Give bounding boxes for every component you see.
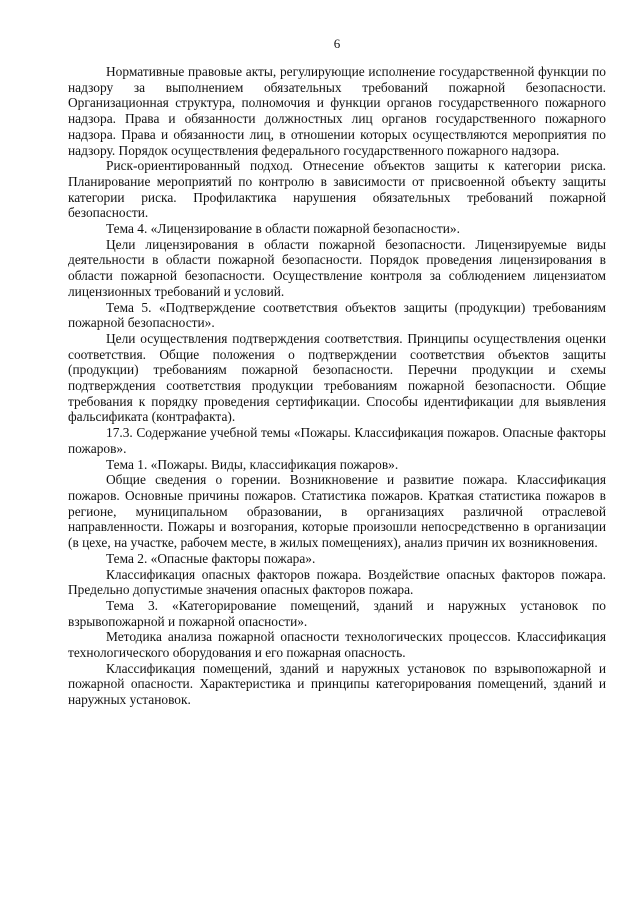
paragraph-methodology: Методика анализа пожарной опасности технологических процессов. Классификация технологического оборудования и его пожарная опасность.: [68, 629, 606, 661]
paragraph-conformity: Цели осуществления подтверждения соответствия. Принципы осуществления оценки соответствия. Общие положения о подтверждении соответствия объектов защиты (продукции) требованиям пожарной безопасности. Перечни продукции и схемы подтверждения соответствия продукции требованиям пожарной безопасности. Общие требования к порядку проведения сертификации. Способы идентификации для выявления фальсификата (контрафакта).: [68, 330, 606, 425]
paragraph-classification: Классификация помещений, зданий и наружных установок по взрывопожарной и пожарной опасности. Характеристика и принципы категорирования помещений, зданий и наружных установок.: [68, 660, 606, 708]
section-17-3-heading: 17.3. Содержание учебной темы «Пожары. Классификация пожаров. Опасные факторы пожаров».: [68, 425, 606, 456]
paragraph-supervision-acts: Нормативные правовые акты, регулирующие исполнение государственной функции по надзору за выполнением обязательных требований пожарной безопасности. Организационная структура, полномочия и функции органов государственного пожарного надзора. Права и обязанности должностных лиц органов государственного пожарного надзора. Права и обязанности лиц, в отношении которых осуществляются мероприятия по надзору. Порядок осуществления федерального государственного пожарного надзора.: [68, 64, 606, 158]
paragraph-risk-approach: Риск-ориентированный подход. Отнесение объектов защиты к категории риска. Планирование мероприятий по контролю в зависимости от присвоенной объекту защиты категории риска. Профилактика нарушения обязательных требований пожарной безопасности.: [68, 158, 606, 221]
topic-2-heading: Тема 2. «Опасные факторы пожара».: [106, 550, 316, 566]
topic-1-heading: Тема 1. «Пожары. Виды, классификация пожаров».: [106, 456, 399, 472]
topic-3-heading: Тема 3. «Категорирование помещений, зданий и наружных установок по взрывопожарной и пожарной опасности».: [68, 597, 606, 629]
document-body: [68, 64, 606, 708]
topic-5-heading: Тема 5. «Подтверждение соответствия объектов защиты (продукции) требованиям пожарной безопасности».: [68, 299, 606, 331]
topic-4-heading: Тема 4. «Лицензирование в области пожарной безопасности».: [106, 221, 460, 237]
paragraph-licensing: Цели лицензирования в области пожарной безопасности. Лицензируемые виды деятельности в области пожарной безопасности. Порядок проведения лицензирования в области пожарной безопасности. Осуществление контроля за соблюдением лицензиатом лицензионных требований и условий.: [68, 236, 606, 299]
paragraph-combustion: Общие сведения о горении. Возникновение и развитие пожара. Классификация пожаров. Основные причины пожаров. Статистика пожаров. Краткая статистика пожаров в регионе, муниципальном образовании, в организациях различной отраслевой направленности. Пожары и возгорания, которые произошли непосредственно в организации (в цехе, на участке, рабочем месте, в жилых помещениях), анализ причин их возникновения.: [68, 472, 606, 551]
paragraph-hazard-factors: Классификация опасных факторов пожара. Воздействие опасных факторов пожара. Предельно допустимые значения опасных факторов пожара.: [68, 566, 606, 598]
page-number: 6: [333, 36, 341, 51]
